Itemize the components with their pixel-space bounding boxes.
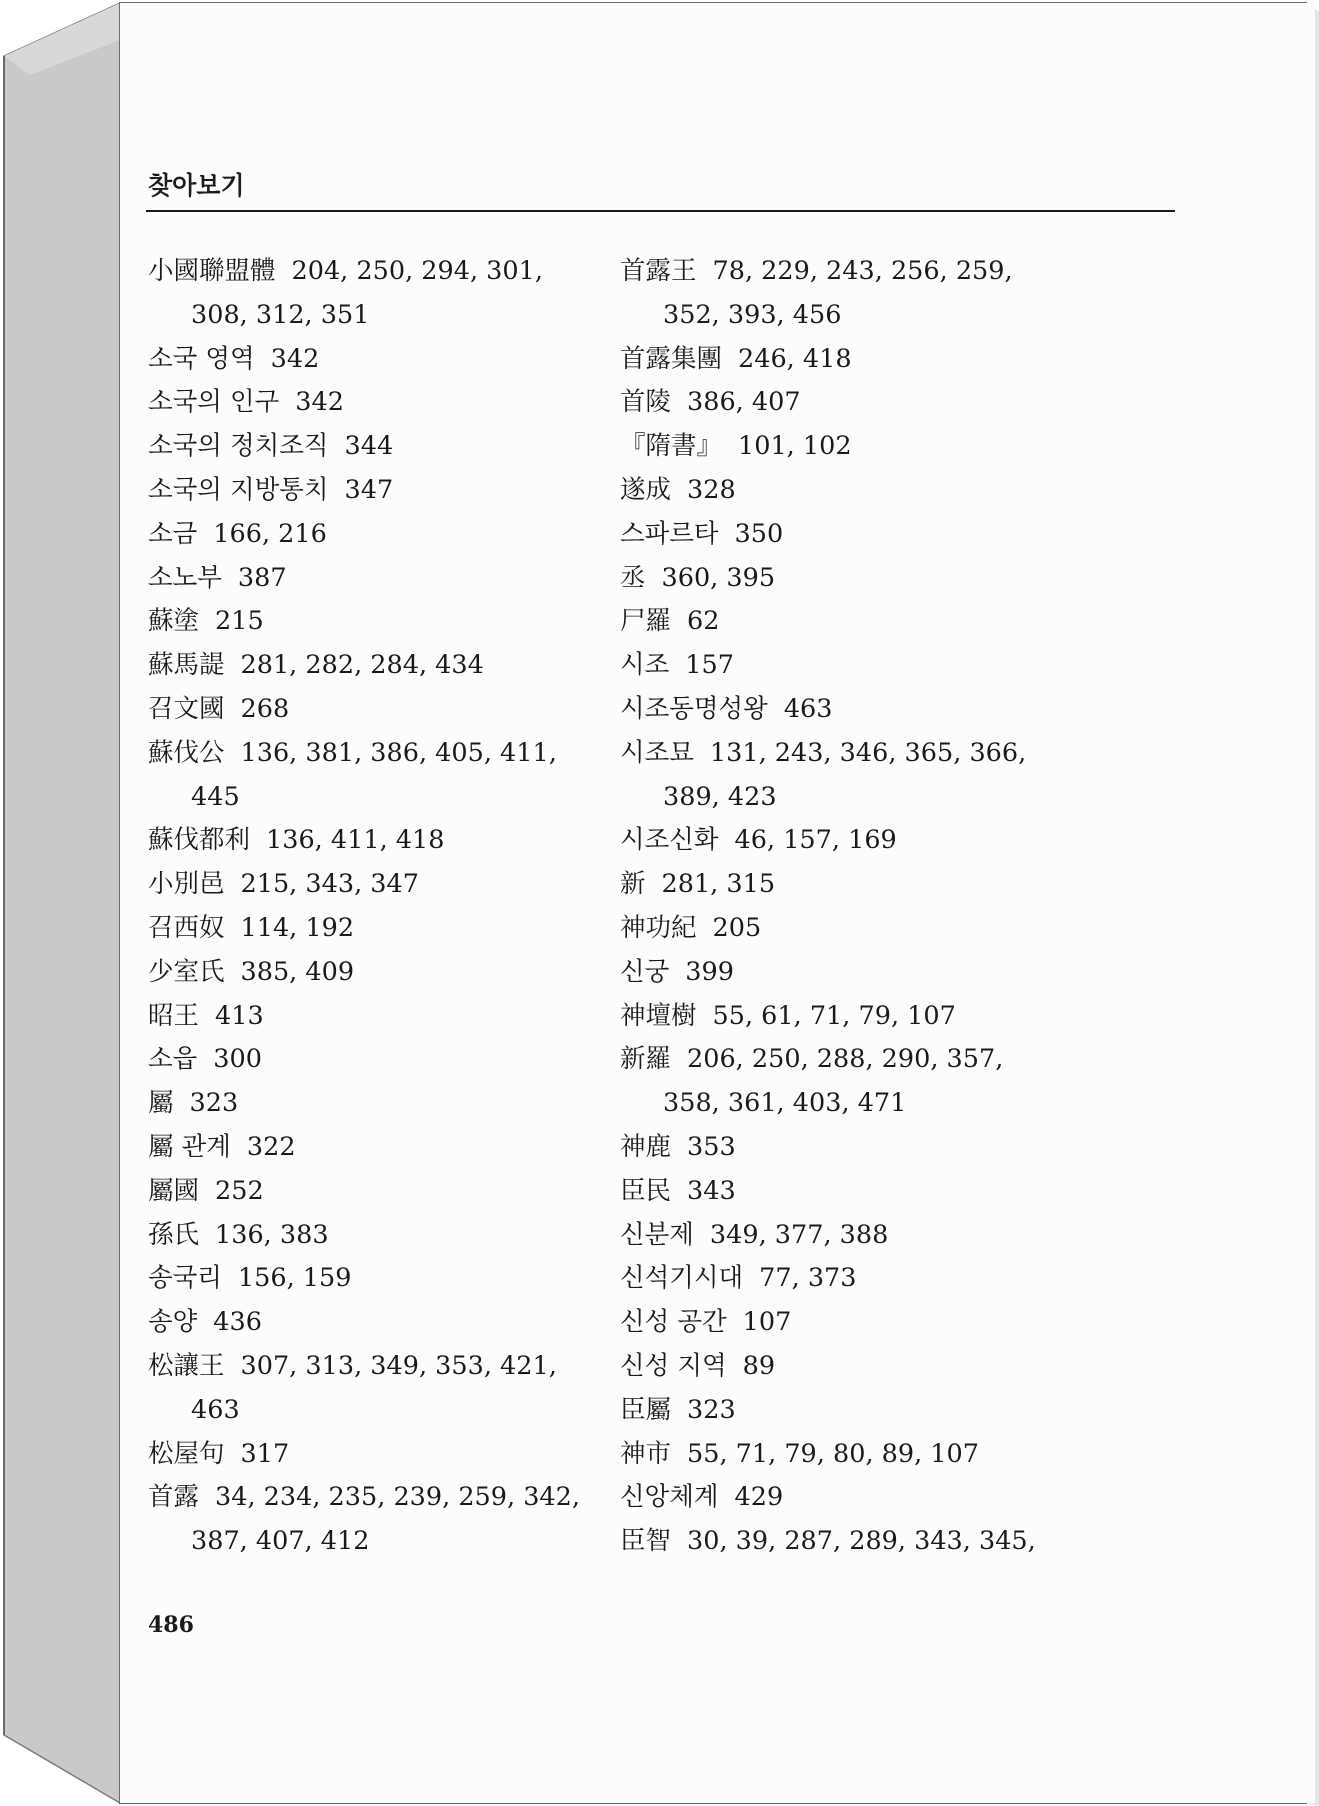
index-entry [620,1257,1080,1301]
index-term: 臣智 [620,1526,672,1557]
index-page-refs: 55, 71, 79, 80, 89, 107 [687,1438,979,1469]
index-term: 蘇塗 [148,606,200,637]
index-entry [620,513,1080,557]
index-term: 召文國 [148,693,225,724]
index-page-refs: 387 [237,562,287,593]
index-entry [148,1433,598,1477]
index-page-refs: 77, 373 [759,1263,857,1294]
index-term: 臣民 [620,1175,672,1206]
index-entry [620,250,1080,294]
index-entry [148,819,598,863]
index-entry [148,1476,598,1520]
index-page-refs: 136, 411, 418 [266,825,445,856]
index-term: 新羅 [620,1044,672,1075]
index-term: 屬 관계 [148,1131,231,1162]
index-entry [620,951,1080,995]
index-term: 孫氏 [148,1219,200,1250]
index-page-refs: 246, 418 [738,343,852,374]
index-page-refs: 386, 407 [687,387,801,418]
index-entry [620,1170,1080,1214]
index-term: 尸羅 [620,606,672,637]
index-entry [148,1214,598,1258]
index-entry [620,1345,1080,1389]
index-term: 소국의 정치조직 [148,431,329,462]
index-entry [620,1126,1080,1170]
index-term: 소국 영역 [148,343,255,374]
index-entry [620,863,1080,907]
index-term: 소국의 인구 [148,387,280,418]
index-term: 소금 [148,518,198,549]
index-page-refs: 463 [783,693,833,724]
index-entry [148,600,598,644]
index-page-refs: 300 [213,1044,262,1075]
index-column-right [620,250,1080,1564]
index-entry [148,425,598,469]
index-entry [148,1257,598,1301]
index-page-refs: 344 [344,431,394,462]
index-term: 소국의 지방통치 [148,474,329,505]
index-page-refs: 349, 377, 388 [709,1219,889,1250]
index-page-refs: 429 [734,1482,784,1513]
index-term: 松讓王 [148,1350,225,1381]
index-page-refs: 385, 409 [240,956,355,987]
index-page-refs: 34, 234, 235, 239, 259, 342, [215,1482,580,1513]
index-term: 신궁 [620,956,670,987]
index-page-refs: 107 [742,1307,792,1338]
index-entry [620,1214,1080,1258]
index-entry [620,425,1080,469]
index-column-left [148,250,598,1564]
index-entry [620,732,1080,776]
index-entry [148,1082,598,1126]
index-page-refs-continued: 352, 393, 456 [663,299,842,330]
index-entry [148,250,598,294]
index-term: 신성 공간 [620,1307,727,1338]
index-page-refs: 323 [189,1088,239,1119]
index-page-refs: 436 [213,1307,262,1338]
index-page-refs-continued: 308, 312, 351 [191,299,370,330]
index-page-refs: 323 [687,1394,736,1425]
index-term: 『隋書』 [620,431,723,462]
index-term: 신분제 [620,1219,694,1250]
index-entry [620,469,1080,513]
index-entry [620,819,1080,863]
index-entry [148,1126,598,1170]
index-page-refs: 89 [742,1350,776,1381]
index-term: 송양 [148,1307,198,1338]
index-page-refs: 131, 243, 346, 365, 366, [709,737,1027,768]
index-entry [620,995,1080,1039]
index-term: 召西奴 [148,912,225,943]
index-entry [620,688,1080,732]
index-term: 신성 지역 [620,1350,727,1381]
index-page-refs-continued: 358, 361, 403, 471 [663,1088,907,1119]
index-entry [620,381,1080,425]
index-entry [620,1520,1080,1564]
index-term: 신앙체계 [620,1482,719,1513]
index-page-refs: 347 [344,474,394,505]
index-page-refs: 353 [687,1131,736,1162]
index-page-refs: 342 [270,343,320,374]
index-term: 神市 [620,1438,672,1469]
index-entry [620,1389,1080,1433]
index-entry [148,732,598,776]
index-entry [620,338,1080,382]
index-term: 神壇樹 [620,1000,697,1031]
index-term: 新 [620,869,646,900]
index-entry [620,1038,1080,1082]
index-term: 首陵 [620,387,672,418]
page-number: 486 [148,1612,194,1638]
index-page-refs: 317 [240,1438,290,1469]
index-page-refs: 55, 61, 71, 79, 107 [712,1000,956,1031]
index-entry [148,381,598,425]
index-entry [620,600,1080,644]
index-entry [148,513,598,557]
index-page-refs: 157 [685,650,734,681]
index-term: 首露王 [620,256,697,286]
index-term: 神功紀 [620,912,697,943]
index-term: 시조 [620,650,670,681]
running-head: 찾아보기 [148,171,245,200]
index-page-refs: 166, 216 [213,518,327,549]
index-page-refs: 101, 102 [738,431,852,462]
index-term: 昭王 [148,1000,200,1031]
index-page-refs: 136, 381, 386, 405, 411, [240,737,557,768]
index-page-refs: 360, 395 [661,562,776,593]
index-term: 松屋句 [148,1438,225,1469]
index-entry [620,557,1080,601]
index-term: 신석기시대 [620,1263,744,1294]
index-term: 神鹿 [620,1131,672,1162]
index-page-refs: 350 [734,518,784,549]
index-page-refs: 268 [240,693,290,724]
index-page-refs: 322 [246,1131,296,1162]
index-term: 屬 [148,1088,174,1119]
index-page-refs: 413 [215,1000,264,1031]
index-term: 少室氏 [148,956,225,987]
index-term: 송국리 [148,1263,222,1294]
index-entry [620,644,1080,688]
index-page-refs: 343 [687,1175,736,1206]
index-term: 首露 [148,1482,200,1513]
index-entry [148,907,598,951]
index-term: 시조동명성왕 [620,693,768,724]
header-rule [146,210,1175,212]
index-term: 시조신화 [620,825,719,856]
index-term: 臣屬 [620,1394,672,1425]
index-page-refs: 328 [687,474,736,505]
index-page-refs: 30, 39, 287, 289, 343, 345, [687,1526,1036,1557]
index-term: 屬國 [148,1175,200,1206]
index-page-refs: 281, 315 [661,869,776,900]
index-term: 소노부 [148,562,222,593]
index-term: 蘇馬諟 [148,650,225,681]
index-page-refs: 46, 157, 169 [734,825,897,856]
index-page-refs-continued: 389, 423 [663,781,777,812]
index-page-refs: 62 [687,606,720,637]
index-page-refs-continued: 463 [191,1394,240,1425]
index-page-refs: 156, 159 [237,1263,352,1294]
index-term: 小別邑 [148,869,225,900]
index-entry [148,469,598,513]
index-entry [148,644,598,688]
index-entry [148,1038,598,1082]
index-entry [148,1345,598,1389]
index-page-refs: 78, 229, 243, 256, 259, [712,256,1013,286]
index-page-refs: 215 [215,606,264,637]
index-page-refs: 307, 313, 349, 353, 421, [240,1350,557,1381]
index-page-refs: 281, 282, 284, 434 [240,650,484,681]
index-entry [620,1433,1080,1477]
index-term: 스파르타 [620,518,719,549]
index-term: 丞 [620,562,646,593]
index-page-refs: 215, 343, 347 [240,869,419,900]
index-page-refs: 114, 192 [240,912,355,943]
index-term: 首露集團 [620,343,723,374]
index-entry [148,338,598,382]
index-term: 소읍 [148,1044,198,1075]
index-entry [148,1170,598,1214]
index-page-refs: 206, 250, 288, 290, 357, [687,1044,1004,1075]
index-page-refs-continued: 445 [191,781,240,812]
index-entry [148,863,598,907]
index-entry [148,995,598,1039]
index-entry [148,1301,598,1345]
index-page-refs-continued: 387, 407, 412 [191,1526,370,1557]
index-term: 小國聯盟體 [148,256,276,286]
index-entry [148,557,598,601]
index-term: 遂成 [620,474,672,505]
index-entry [620,1476,1080,1520]
index-entry [620,1301,1080,1345]
index-entry [620,907,1080,951]
index-page-refs: 204, 250, 294, 301, [291,256,543,286]
index-page-refs: 136, 383 [215,1219,329,1250]
index-page-refs: 342 [295,387,344,418]
index-term: 시조묘 [620,737,694,768]
index-term: 蘇伐都利 [148,825,251,856]
index-page-refs: 252 [215,1175,264,1206]
index-term: 蘇伐公 [148,737,225,768]
index-page-refs: 205 [712,912,762,943]
index-entry [148,688,598,732]
index-page-refs: 399 [685,956,734,987]
index-entry [148,951,598,995]
